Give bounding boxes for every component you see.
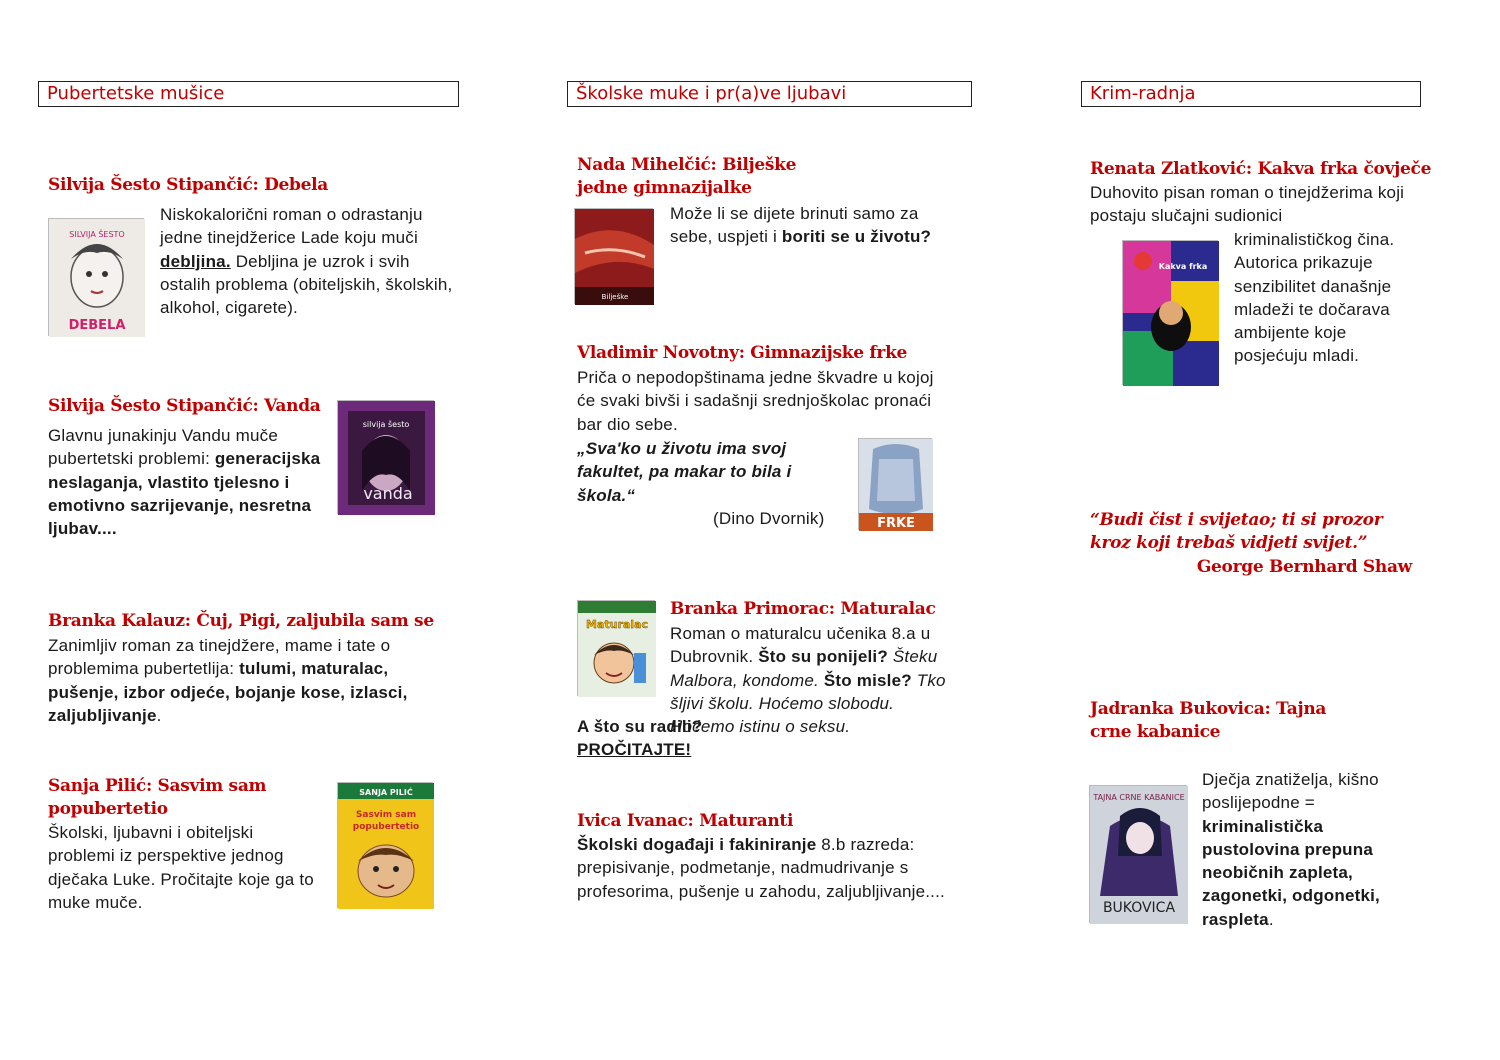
column-header-skolske: Školske muke i pr(a)ve ljubavi <box>567 81 972 107</box>
pigi-text-3: . <box>156 705 162 725</box>
pigi-text-1: Zanimljiv roman za tinejdžere, mame i tate o problemima pubertetlija: <box>48 636 391 679</box>
svg-text:TAJNA CRNE KABANICE: TAJNA CRNE KABANICE <box>1093 793 1185 802</box>
maturanti-text-1: Školski događaji i fakiniranje <box>577 835 817 854</box>
kabanice-text-3: . <box>1268 909 1274 929</box>
book-cover-sasvim <box>337 782 433 908</box>
biljeske-text-2: boriti se u životu? <box>781 227 932 247</box>
book-title-sasvim: Sanja Pilić: Sasvim sam popubertetio <box>48 776 267 819</box>
frke-quote-author: (Dino Dvornik) <box>713 509 825 528</box>
book-desc-pigi <box>48 634 443 727</box>
frke-cover-title: FRKE <box>877 516 915 531</box>
pigi-text-2: tulumi, maturalac, pušenje, izbor odjeće, bojanje kose, izlasci, zaljubljivanje <box>48 659 408 725</box>
debela-text-1: Niskokalorični roman o odrastanju jedne tinejdžerice Lade koju muči <box>160 205 423 248</box>
shaw-quote-author: George Bernhard Shaw <box>1196 557 1412 577</box>
book-title-frke: Vladimir Novotny: Gimnazijske frke <box>577 343 908 363</box>
book-cover-maturalac <box>577 600 655 696</box>
book-cover-debela <box>48 218 144 336</box>
book-title-biljeske: Nada Mihelčić: Bilješke jedne gimnazijalke <box>577 155 797 198</box>
maturalac-text-3: Šteku Malbora, kondome. <box>670 647 938 690</box>
svg-text:Sasvim sam: Sasvim sam <box>355 810 417 820</box>
book-cover-kabanice <box>1089 785 1187 923</box>
book-desc-frka-2: kriminalističkog čina. Autorica prikazuje senzibilitet današnje mladeži te dočarava ambijente koje posjećuju mladi. <box>1234 230 1395 366</box>
debela-text-2: debljina. <box>160 251 231 271</box>
svg-text:popubertetio: popubertetio <box>352 822 420 832</box>
column-header-krim: Krim-radnja <box>1081 81 1421 107</box>
book-cover-biljeske <box>574 208 653 304</box>
maturalac-text-2: Što su ponijeli? <box>758 647 888 667</box>
book-title-pigi: Branka Kalauz: Čuj, Pigi, zaljubila sam se <box>48 611 434 631</box>
maturalac-cta: PROČITAJTE! <box>577 740 692 759</box>
maturalac-text-6: A što su radili? <box>577 717 703 736</box>
debela-cover-title: DEBELA <box>68 318 126 333</box>
debela-text-3: Debljina je uzrok i svih ostalih problema (obiteljskih, školskih, alkohol, cigarete). <box>160 251 453 318</box>
kabanice-cover-title: BUKOVICA <box>1102 900 1176 916</box>
book-title-frka: Renata Zlatković: Kakva frka čovječe <box>1090 159 1432 179</box>
book-cover-frke <box>858 438 932 530</box>
book-desc-frke: Priča o nepodopštinama jedne škvadre u kojoj će svaki bivši i sadašnji srednjoškolac pronaći bar dio sebe. <box>577 368 934 434</box>
book-cover-frka <box>1122 240 1218 385</box>
vanda-text-2: generacijska neslaganja, vlastito tjelesno i emotivno sazrijevanje, nesretna ljubav.... <box>48 449 321 539</box>
kabanice-text-1: Dječja znatiželja, kišno poslijepodne = <box>1202 770 1379 813</box>
sasvim-cover-author: SANJA PILIĆ <box>359 788 413 797</box>
book-title-vanda: Silvija Šesto Stipančić: Vanda <box>48 396 321 416</box>
maturalac-text-5: Tko šljivi školu. Hoćemo slobodu. Hoćemo istinu o seksu. <box>670 670 946 737</box>
book-title-maturalac: Branka Primorac: Maturalac <box>670 599 936 619</box>
book-title-maturanti: Ivica Ivanac: Maturanti <box>577 811 794 831</box>
shaw-quote: “Budi čist i svijetao; ti si prozor kroz koji trebaš vidjeti svijet.” <box>1090 510 1383 553</box>
book-desc-vanda <box>48 424 333 540</box>
frke-quote: „Sva'ko u životu ima svoj fakultet, pa makar to bila i škola.“ <box>577 439 792 505</box>
book-title-debela: Silvija Šesto Stipančić: Debela <box>48 175 329 195</box>
book-desc-biljeske <box>670 202 960 249</box>
svg-text:Kakva frka: Kakva frka <box>1158 262 1208 271</box>
svg-text:silvija šesto: silvija šesto <box>362 420 410 429</box>
column-header-pubertetske: Pubertetske mušice <box>38 81 459 107</box>
book-desc-debela <box>160 203 455 319</box>
biljeske-text-1: Može li se dijete brinuti samo za sebe, uspjeti i <box>670 204 919 247</box>
svg-text:SILVIJA ŠESTO: SILVIJA ŠESTO <box>69 230 125 239</box>
book-cover-vanda <box>337 400 434 514</box>
book-title-kabanice: Jadranka Bukovica: Tajna crne kabanice <box>1090 699 1327 742</box>
book-desc-maturalac-2 <box>577 715 957 738</box>
maturalac-text-1: Roman o maturalcu učenika 8.a u Dubrovnik. <box>670 624 931 667</box>
book-desc-maturanti <box>577 833 957 903</box>
book-desc-frka-1: Duhovito pisan roman o tinejdžerima koji postaju slučajni sudionici <box>1090 183 1405 226</box>
book-desc-sasvim: Školski, ljubavni i obiteljski problemi iz perspektive jednog dječaka Luke. Pročitajte koje ga to muke muče. <box>48 823 314 912</box>
vanda-cover-title: vanda <box>363 484 413 503</box>
kabanice-text-2: kriminalistička pustolovina prepuna neobičnih zapleta, zagonetki, odgonetki, raspleta <box>1202 816 1380 929</box>
maturalac-cover-title: Maturalac <box>585 618 649 631</box>
vanda-text-1: Glavnu junakinju Vandu muče pubertetski problemi: <box>48 426 279 469</box>
maturalac-text-4: Što misle? <box>823 670 912 690</box>
maturanti-text-2: 8.b razreda: prepisivanje, podmetanje, nadmudrivanje s profesorima, pušenje u zahodu, zaljubljivanje.... <box>577 835 945 901</box>
svg-text:Bilješke: Bilješke <box>601 293 629 301</box>
book-desc-kabanice <box>1202 768 1417 931</box>
